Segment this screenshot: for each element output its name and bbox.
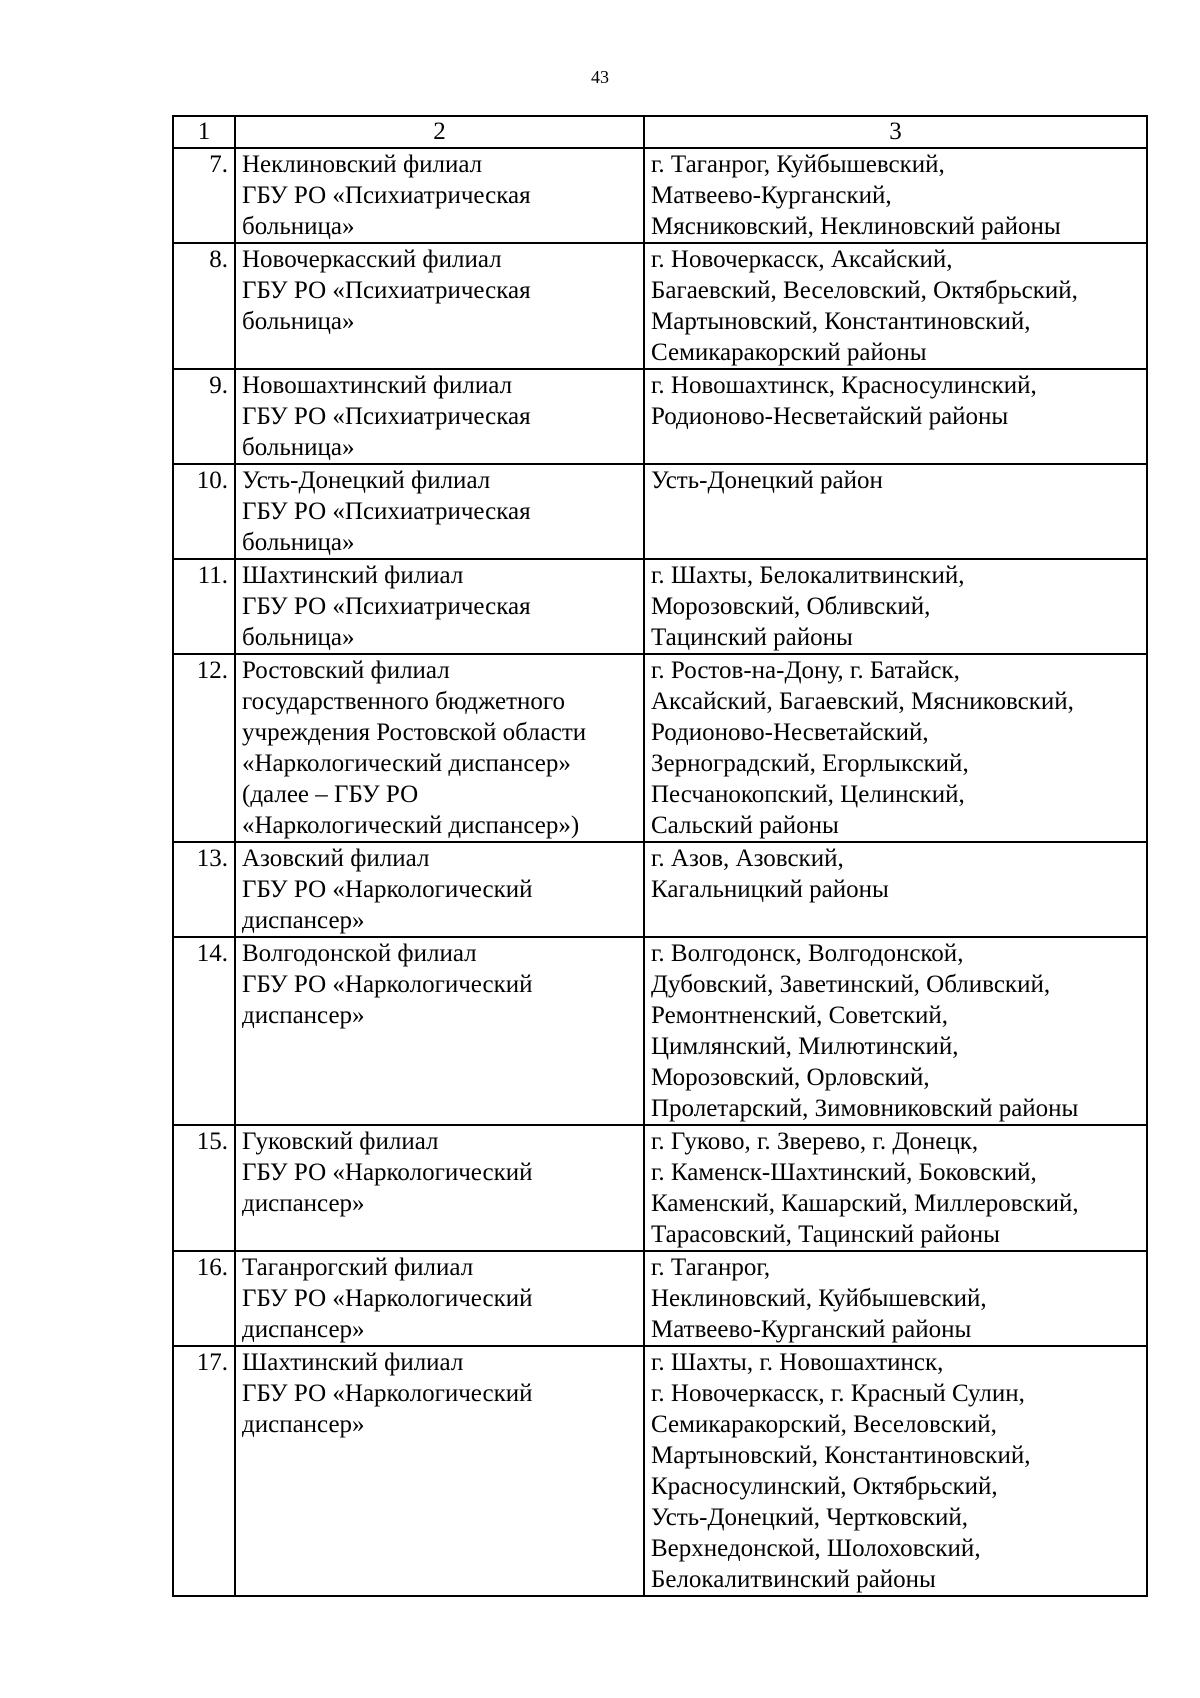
service-territory: г. Ростов-на-Дону, г. Батайск, Аксайский, Багаевский, Мясниковский, Родионово-Несветайский, Зерноградский, Егорлыкский, Песчанокопский, Целинский, Сальский районы: [644, 654, 1147, 842]
service-territory: г. Новошахтинск, Красносулинский, Родионово-Несветайский районы: [644, 369, 1147, 464]
table-row: [173, 1125, 1147, 1251]
branch-name: Усть-Донецкий филиал ГБУ РО «Психиатрическая больница»: [235, 464, 644, 559]
table-row: [173, 148, 1147, 243]
row-number: 14.: [173, 937, 235, 1125]
column-header-number: 1: [173, 116, 235, 148]
row-number: 7.: [173, 148, 235, 243]
row-number: 11.: [173, 559, 235, 654]
row-number: 16.: [173, 1251, 235, 1346]
service-territory: г. Гуково, г. Зверево, г. Донецк, г. Каменск-Шахтинский, Боковский, Каменский, Кашарский, Миллеровский, Тарасовский, Тацинский районы: [644, 1125, 1147, 1251]
service-territory: г. Таганрог, Неклиновский, Куйбышевский, Матвеево-Курганский районы: [644, 1251, 1147, 1346]
table-header-row: [173, 116, 1147, 148]
row-number: 9.: [173, 369, 235, 464]
branch-name: Неклиновский филиал ГБУ РО «Психиатрическая больница»: [235, 148, 644, 243]
branch-name: Азовский филиал ГБУ РО «Наркологический диспансер»: [235, 842, 644, 937]
table-row: [173, 654, 1147, 842]
branch-name: Новошахтинский филиал ГБУ РО «Психиатрическая больница»: [235, 369, 644, 464]
branch-name: Шахтинский филиал ГБУ РО «Наркологический диспансер»: [235, 1346, 644, 1596]
table-row: [173, 842, 1147, 937]
branch-name: Ростовский филиал государственного бюджетного учреждения Ростовской области «Наркологический диспансер» (далее – ГБУ РО «Наркологический диспансер»): [235, 654, 644, 842]
service-territory: Усть-Донецкий район: [644, 464, 1147, 559]
service-territory: г. Таганрог, Куйбышевский, Матвеево-Курганский, Мясниковский, Неклиновский районы: [644, 148, 1147, 243]
page-number: 43: [591, 67, 609, 87]
service-territory: г. Новочеркасск, Аксайский, Багаевский, Веселовский, Октябрьский, Мартыновский, Константиновский, Семикаракорский районы: [644, 243, 1147, 369]
service-territory: г. Волгодонск, Волгодонской, Дубовский, Заветинский, Обливский, Ремонтненский, Советский, Цимлянский, Милютинский, Морозовский, Орловский, Пролетарский, Зимовниковский районы: [644, 937, 1147, 1125]
row-number: 17.: [173, 1346, 235, 1596]
branches-table: [172, 115, 1148, 1597]
table-row: [173, 559, 1147, 654]
service-territory: г. Шахты, г. Новошахтинск, г. Новочеркасск, г. Красный Сулин, Семикаракорский, Веселовский, Мартыновский, Константиновский, Красносулинский, Октябрьский, Усть-Донецкий, Чертковский, Верхнедонской, Шолоховский, Белокалитвинский районы: [644, 1346, 1147, 1596]
branch-name: Гуковский филиал ГБУ РО «Наркологический диспансер»: [235, 1125, 644, 1251]
row-number: 13.: [173, 842, 235, 937]
row-number: 15.: [173, 1125, 235, 1251]
table-row: [173, 243, 1147, 369]
column-header-territory: 3: [644, 116, 1147, 148]
service-territory: г. Шахты, Белокалитвинский, Морозовский, Обливский, Тацинский районы: [644, 559, 1147, 654]
table-row: [173, 937, 1147, 1125]
service-territory: г. Азов, Азовский, Кагальницкий районы: [644, 842, 1147, 937]
table-row: [173, 464, 1147, 559]
column-header-branch: 2: [235, 116, 644, 148]
row-number: 10.: [173, 464, 235, 559]
branch-name: Шахтинский филиал ГБУ РО «Психиатрическая больница»: [235, 559, 644, 654]
branch-name: Новочеркасский филиал ГБУ РО «Психиатрическая больница»: [235, 243, 644, 369]
branch-name: Волгодонской филиал ГБУ РО «Наркологический диспансер»: [235, 937, 644, 1125]
branch-name: Таганрогский филиал ГБУ РО «Наркологический диспансер»: [235, 1251, 644, 1346]
row-number: 12.: [173, 654, 235, 842]
table-row: [173, 1346, 1147, 1596]
row-number: 8.: [173, 243, 235, 369]
table-row: [173, 369, 1147, 464]
table-row: [173, 1251, 1147, 1346]
